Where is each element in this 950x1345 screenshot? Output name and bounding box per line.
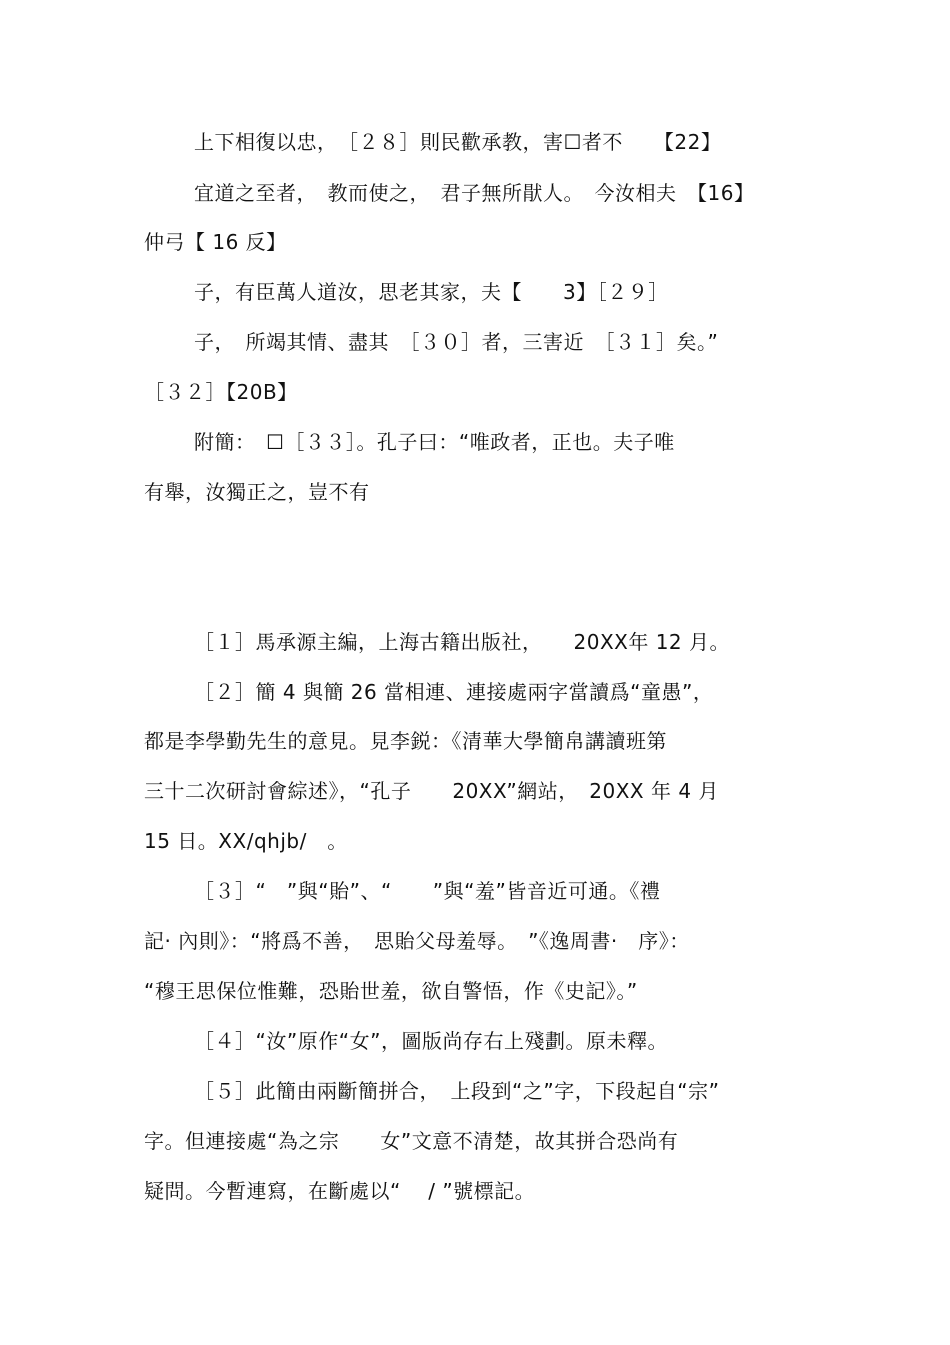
note-line-6: ［３］“ ”與“貽”、“ ”與“羞”皆音近可通。《禮 (194, 879, 661, 903)
note-line-5: 15 日。XX/qhjb/ 。 (144, 829, 348, 853)
text-line-8: 有舉，汝獨正之，豈不有 (144, 480, 370, 504)
note-line-2: ［２］簡 4 與簡 26 當相連、連接處兩字當讀爲“童愚”， (194, 680, 714, 704)
note-line-1: ［１］馬承源主編，上海古籍出版社， 20XX年 12 月。 (194, 630, 731, 654)
text-line-6: ［３２］【20B】 (144, 380, 298, 404)
note-line-4: 三十二次研討會綜述》，“孔子 20XX”網站， 20XX 年 4 月 (144, 779, 719, 803)
text-line-7: 附簡： ☐［３３］。孔子曰：“唯政者，正也。夫子唯 (194, 430, 675, 454)
text-line-2: 宜道之至者， 教而使之， 君子無所猒人。 今汝相夫 【16】 (194, 181, 755, 205)
text-line-1: 上下相復以忠， ［２８］則民歡承教，害☐者不 【22】 (194, 130, 722, 154)
note-line-7: 記· 內則》：“將爲不善， 思貽父母羞辱。 ”《逸周書· 序》： (144, 929, 690, 953)
note-line-8: “穆王思保位惟難，恐貽世羞，欲自警悟，作《史記》。” (144, 979, 638, 1003)
note-line-9: ［４］“汝”原作“女”，圖版尚存右上殘劃。原未釋。 (194, 1029, 668, 1053)
text-line-3: 仲弓【 16 反】 (144, 230, 287, 254)
note-line-10: ［５］此簡由兩斷簡拼合， 上段到“之”字，下段起自“宗” (194, 1079, 720, 1103)
text-line-4: 子，有臣萬人道汝，思老其家，夫【 3】［２９］ (194, 280, 669, 304)
note-line-3: 都是李學勤先生的意見。見李鋭：《清華大學簡帛講讀班第 (144, 729, 667, 753)
note-line-11: 字。但連接處“為之宗 女”文意不清楚，故其拼合恐尚有 (144, 1129, 679, 1153)
note-line-12: 疑問。今暫連寫，在斷處以“ / ”號標記。 (144, 1179, 536, 1203)
text-line-5: 子， 所竭其情、盡其 ［３０］者，三害近 ［３１］矣。” (194, 330, 719, 354)
